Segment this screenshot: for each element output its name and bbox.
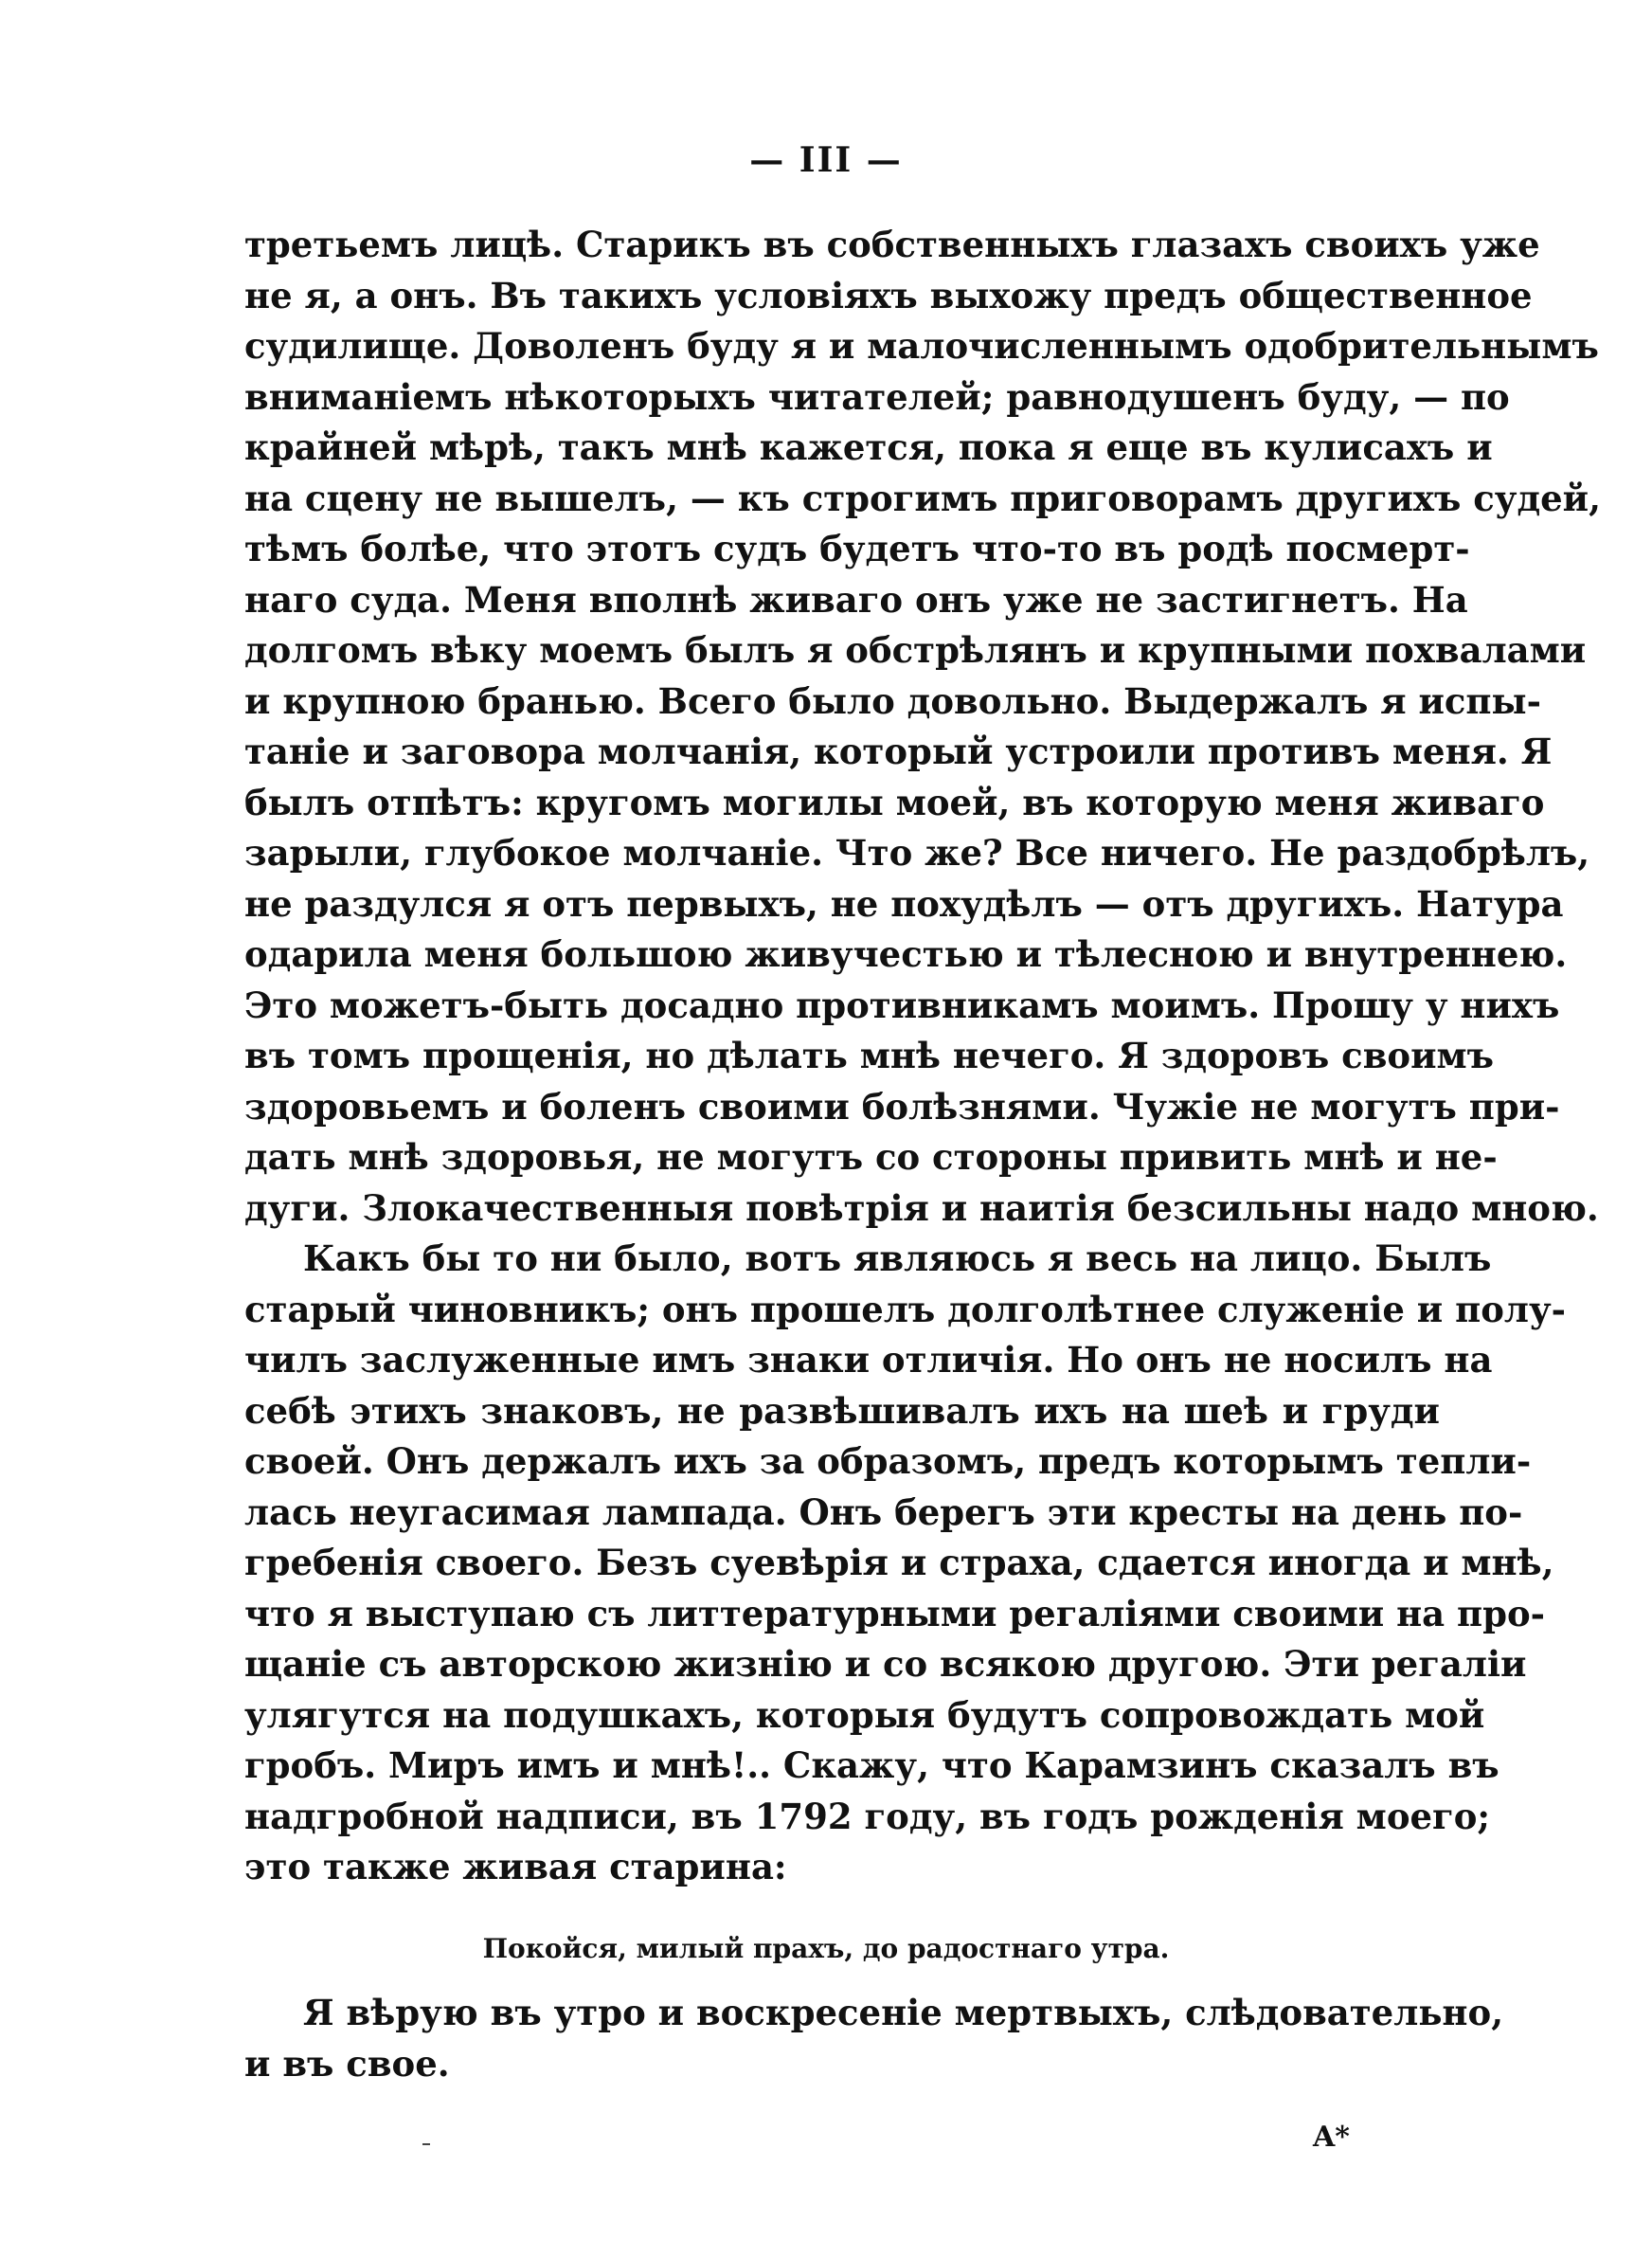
- text-line: въ томъ прощенія, но дѣлать мнѣ нечего. Я здоровъ своимъ: [244, 1035, 1495, 1076]
- epigraph: Покойся, милый прахъ, до радостнаго утра.: [482, 1933, 1170, 1964]
- text-line: былъ отпѣтъ: кругомъ могилы моей, въ которую меня живаго: [244, 781, 1545, 823]
- text-line: Я вѣрую въ утро и воскресеніе мертвыхъ, слѣдовательно,: [303, 1992, 1504, 2033]
- text-line: третьемъ лицѣ. Старикъ въ собственныхъ глазахъ своихъ уже: [244, 224, 1540, 265]
- text-line: судилище. Доволенъ буду я и малочисленнымъ одобрительнымъ: [244, 325, 1599, 367]
- text-line: это также живая старина:: [244, 1846, 787, 1887]
- text-line: здоровьемъ и боленъ своими болѣзнями. Чужіе не могутъ при-: [244, 1085, 1560, 1128]
- text-line: надгробной надписи, въ 1792 году, въ годъ рожденія моего;: [244, 1795, 1491, 1837]
- text-line: и въ свое.: [244, 2042, 450, 2085]
- text-line: старый чиновникъ; онъ прошелъ долголѣтнее служеніе и полу-: [244, 1288, 1567, 1330]
- text-line: гробъ. Миръ имъ и мнѣ!.. Скажу, что Карамзинъ сказалъ въ: [244, 1744, 1499, 1786]
- signature-mark: A*: [1313, 2121, 1350, 2154]
- text-line: дуги. Злокачественныя повѣтрія и наитія безсильны надо мною.: [244, 1186, 1599, 1229]
- text-line: таніе и заговора молчанія, который устроили противъ меня. Я: [244, 731, 1553, 772]
- text-line: гребенія своего. Безъ суевѣрія и страха, сдается иногда и мнѣ,: [244, 1542, 1554, 1583]
- text-line: улягутся на подушкахъ, которыя будутъ сопровождать мой: [244, 1693, 1485, 1736]
- text-line: что я выступаю съ литтературными регаліями своими на про-: [244, 1592, 1546, 1634]
- text-line: не раздулся я отъ первыхъ, не похудѣлъ — отъ другихъ. Натура: [244, 882, 1564, 925]
- text-line: зарыли, глубокое молчаніе. Что же? Все ничего. Не раздобрѣлъ,: [244, 832, 1590, 874]
- stray-mark: [422, 2143, 430, 2145]
- text-line: лась неугасимая лампада. Онъ берегъ эти кресты на день по-: [244, 1490, 1523, 1533]
- text-line: тѣмъ болѣе, что этотъ судъ будетъ что-то въ родѣ посмерт-: [244, 528, 1470, 569]
- text-line: и крупною бранью. Всего было довольно. Выдержалъ я испы-: [244, 679, 1541, 722]
- text-line: наго суда. Меня вполнѣ живаго онъ уже не застигнетъ. На: [244, 578, 1468, 621]
- closing-paragraph: [244, 1988, 1504, 2089]
- text-line: чилъ заслуженные имъ знаки отличія. Но онъ не носилъ на: [244, 1339, 1493, 1381]
- text-line: себѣ этихъ знаковъ, не развѣшивалъ ихъ на шеѣ и груди: [244, 1389, 1440, 1432]
- text-line: щаніе съ авторскою жизнію и со всякою другою. Эти регаліи: [244, 1643, 1527, 1685]
- text-line: одарила меня большою живучестью и тѣлесною и внутреннею.: [244, 933, 1568, 975]
- text-line: своей. Онъ держалъ ихъ за образомъ, предъ которымъ тепли-: [244, 1440, 1532, 1482]
- text-line: крайней мѣрѣ, такъ мнѣ кажется, пока я еще въ кулисахъ и: [244, 426, 1493, 468]
- text-line: не я, а онъ. Въ такихъ условіяхъ выхожу предъ общественное: [244, 274, 1533, 316]
- text-line: на сцену не вышелъ, — къ строгимъ приговорамъ другихъ судей,: [244, 477, 1601, 519]
- text-line: долгомъ вѣку моемъ былъ я обстрѣлянъ и крупными похвалами: [244, 629, 1587, 671]
- text-line: Это можетъ-быть досадно противникамъ моимъ. Прошу у нихъ: [244, 984, 1560, 1026]
- page-number: — III —: [749, 140, 903, 180]
- text-line: Какъ бы то ни было, вотъ являюсь я весь на лицо. Былъ: [303, 1237, 1492, 1279]
- text-line: дать мнѣ здоровья, не могутъ со стороны привить мнѣ и не-: [244, 1136, 1498, 1178]
- main-text: [244, 220, 1601, 1893]
- text-line: вниманіемъ нѣкоторыхъ читателей; равнодушенъ буду, — по: [244, 375, 1510, 418]
